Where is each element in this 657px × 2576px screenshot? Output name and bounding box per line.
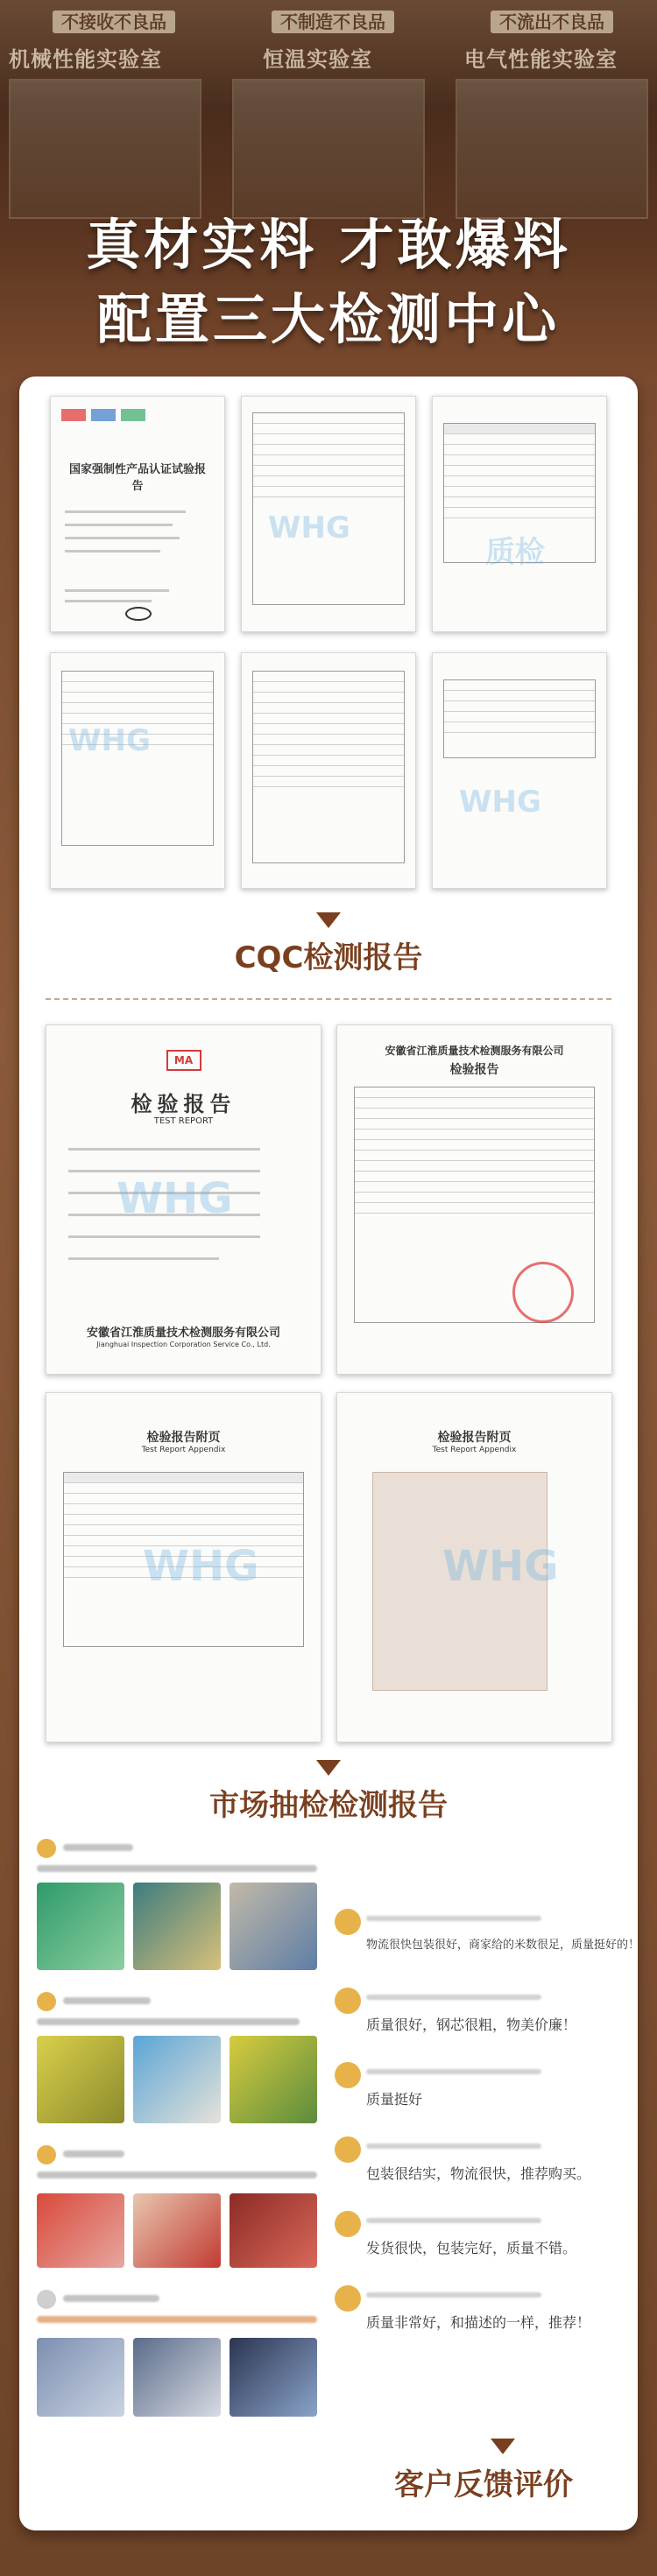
review-photo bbox=[230, 2193, 317, 2268]
official-stamp bbox=[512, 1262, 574, 1323]
comment-text: 质量挺好 bbox=[366, 2091, 423, 2108]
comment-row bbox=[335, 2062, 624, 2115]
cqc-report-page bbox=[50, 652, 225, 889]
headline-line-2: 配置三大检测中心 bbox=[96, 287, 560, 351]
lab-window bbox=[232, 79, 425, 219]
market-report-appendix bbox=[336, 1392, 612, 1742]
review-card bbox=[37, 1839, 335, 1979]
arrow-down-icon bbox=[316, 912, 341, 928]
market-report-cover bbox=[46, 1024, 321, 1375]
content-card bbox=[19, 377, 638, 2530]
review-photo bbox=[37, 2193, 124, 2268]
avatar bbox=[37, 2290, 56, 2309]
watermark: WHG bbox=[143, 1542, 259, 1591]
lab-sign: 不制造不良品 bbox=[272, 11, 394, 33]
avatar bbox=[37, 1839, 56, 1858]
comment-text: 包装很结实，物流很快，推荐购买。 bbox=[366, 2165, 591, 2182]
divider bbox=[46, 998, 611, 1000]
appendix-subtitle: Test Report Appendix bbox=[141, 1446, 226, 1454]
review-photo bbox=[230, 2036, 317, 2123]
cqc-section-label: CQC检测报告 bbox=[234, 940, 423, 975]
review-photo bbox=[133, 2338, 221, 2417]
lab-name: 机械性能实验室 bbox=[9, 47, 162, 72]
market-cover-subtitle: TEST REPORT bbox=[153, 1116, 214, 1126]
market-company: 安徽省江淮质量技术检测服务有限公司 bbox=[385, 1045, 564, 1057]
market-section-label: 市场抽检检测报告 bbox=[209, 1788, 448, 1823]
review-photo bbox=[37, 2338, 124, 2417]
comment-text: 物流很快包装很好，商家给的米数很足，质量挺好的！ bbox=[366, 1939, 640, 1952]
arrow-down-icon bbox=[316, 1760, 341, 1776]
avatar bbox=[335, 2062, 361, 2088]
cqc-report-page bbox=[432, 396, 607, 632]
header-banner bbox=[0, 0, 657, 377]
review-photo bbox=[133, 2036, 221, 2123]
watermark: WHG bbox=[117, 1174, 233, 1223]
watermark: 质检 bbox=[485, 535, 545, 570]
lab-sign: 不流出不良品 bbox=[491, 11, 613, 33]
arrow-down-icon bbox=[491, 2439, 515, 2454]
market-report-page bbox=[336, 1024, 612, 1375]
cqc-cover-title: 国家强制性产品认证试验报告 bbox=[68, 463, 206, 493]
lab-window bbox=[456, 79, 648, 219]
cqc-report-cover bbox=[50, 396, 225, 632]
comment-text: 质量很好，钢芯很粗，物美价廉！ bbox=[366, 2016, 577, 2033]
avatar bbox=[335, 2211, 361, 2237]
lab-window bbox=[9, 79, 201, 219]
market-report-appendix bbox=[46, 1392, 321, 1742]
market-page-title: 检验报告 bbox=[449, 1063, 499, 1077]
watermark: WHG bbox=[268, 510, 350, 545]
review-photo bbox=[133, 2193, 221, 2268]
avatar bbox=[37, 2145, 56, 2164]
avatar bbox=[335, 1988, 361, 2014]
comment-row bbox=[335, 1988, 624, 2040]
market-company: 安徽省江淮质量技术检测服务有限公司 bbox=[86, 1327, 280, 1340]
appendix-title: 检验报告附页 bbox=[437, 1431, 512, 1445]
avatar bbox=[335, 1909, 361, 1935]
review-photo bbox=[230, 1883, 317, 1970]
comment-row bbox=[335, 2136, 624, 2189]
comment-row bbox=[335, 1909, 640, 1961]
review-photo bbox=[230, 2338, 317, 2417]
market-company-en: Jianghuai Inspection Corporation Service Co., Ltd. bbox=[96, 1341, 271, 1348]
feedback-section-label: 客户反馈评价 bbox=[394, 2467, 573, 2502]
review-card bbox=[37, 2145, 335, 2277]
review-photo bbox=[37, 1883, 124, 1970]
lab-name: 恒温实验室 bbox=[263, 47, 372, 72]
review-card bbox=[37, 1992, 335, 2132]
avatar bbox=[335, 2285, 361, 2312]
lab-sign: 不接收不良品 bbox=[53, 11, 175, 33]
comment-text: 质量非常好，和描述的一样，推荐！ bbox=[366, 2314, 591, 2331]
cqc-report-page bbox=[241, 396, 416, 632]
cqc-report-page bbox=[432, 652, 607, 889]
market-cover-title: 检验报告 bbox=[131, 1092, 237, 1116]
watermark: WHG bbox=[459, 785, 541, 820]
avatar bbox=[335, 2136, 361, 2163]
cma-logo: MA bbox=[166, 1050, 201, 1071]
watermark: WHG bbox=[68, 723, 151, 758]
watermark: WHG bbox=[442, 1542, 559, 1591]
comment-row bbox=[335, 2211, 624, 2263]
comment-text: 发货很快，包装完好，质量不错。 bbox=[366, 2240, 577, 2256]
review-card bbox=[37, 2290, 335, 2421]
avatar bbox=[37, 1992, 56, 2011]
headline-line-1: 真材实料 才敢爆料 bbox=[86, 213, 571, 277]
comment-row bbox=[335, 2285, 624, 2338]
appendix-title: 检验报告附页 bbox=[146, 1431, 221, 1445]
cqc-report-page bbox=[241, 652, 416, 889]
review-photo bbox=[37, 2036, 124, 2123]
appendix-subtitle: Test Report Appendix bbox=[432, 1446, 517, 1454]
lab-name: 电气性能实验室 bbox=[464, 47, 618, 72]
review-photo bbox=[133, 1883, 221, 1970]
